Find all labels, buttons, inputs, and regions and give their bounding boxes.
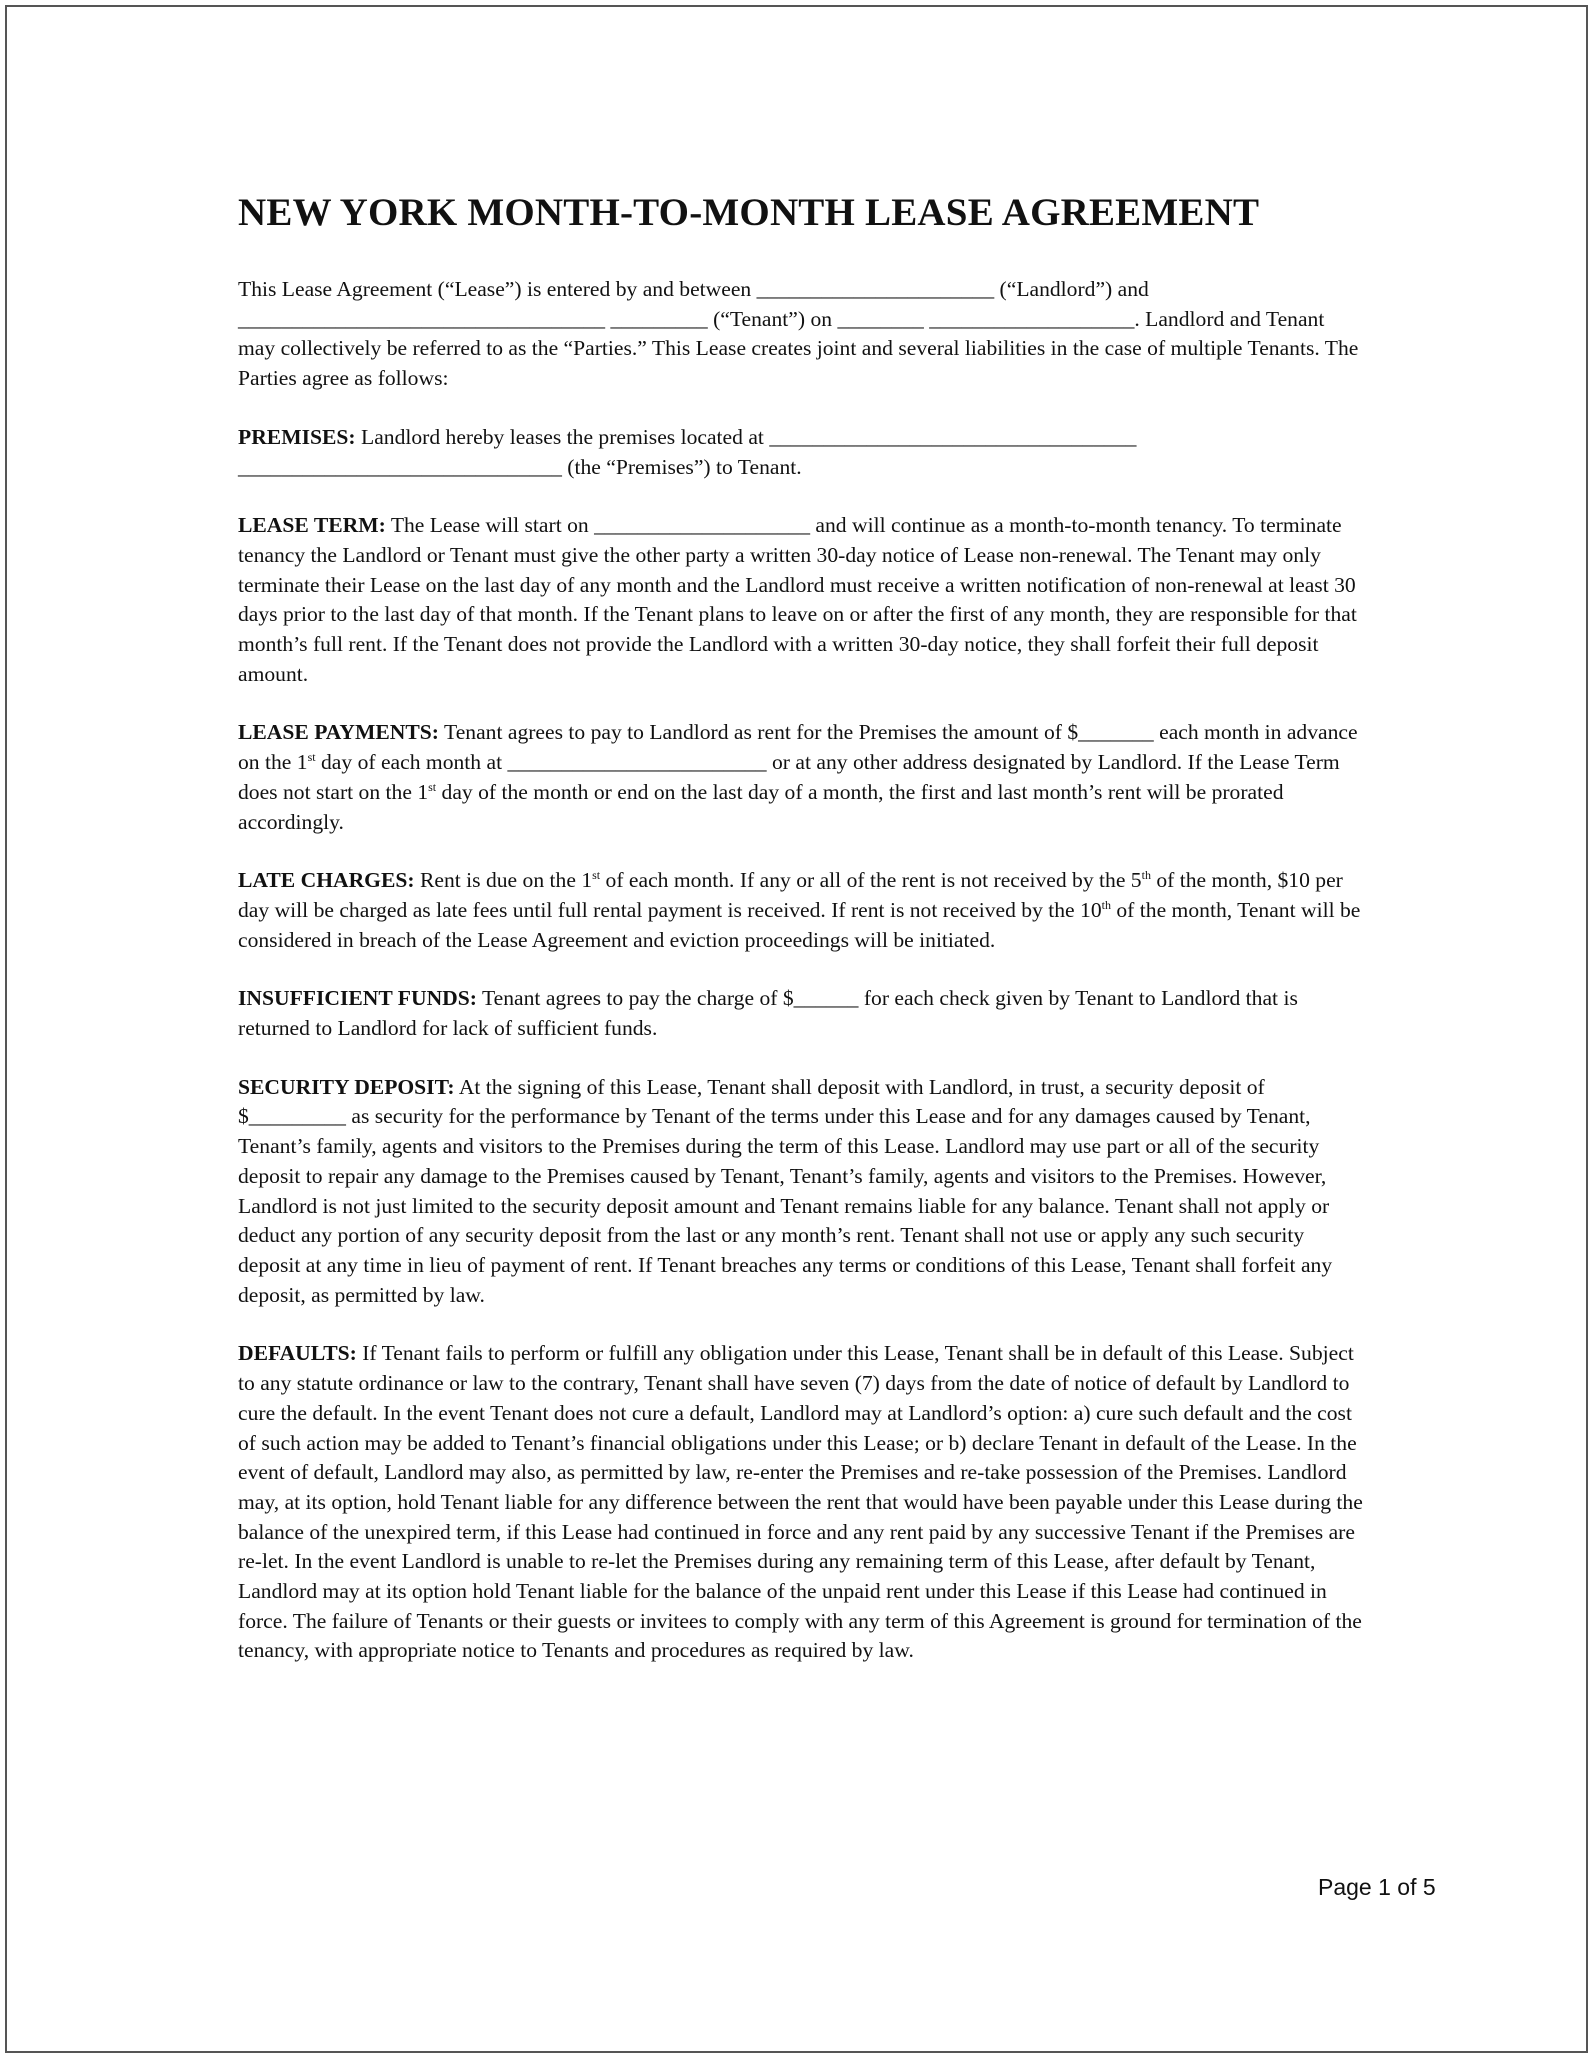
document-title: NEW YORK MONTH-TO-MONTH LEASE AGREEMENT: [238, 191, 1260, 234]
late-charges-sup-a: st: [592, 868, 601, 883]
late-charges-label: LATE CHARGES:: [238, 868, 415, 893]
late-charges-text-d: of the month, Tenant will be considered in breach of the Lease Agreement and eviction proceedings will be initiated.: [238, 897, 1361, 952]
late-charges-text-c: of the month, $10 per day will be charged as late fees until full rental payment is received. If rent is not received by the 10: [238, 868, 1343, 922]
late-charges-sup-c: th: [1101, 897, 1111, 912]
insufficient-funds-section: [238, 984, 1363, 1043]
premises-section: [238, 423, 1363, 482]
late-charges-section: [238, 866, 1363, 955]
lease-payments-sup-b: st: [428, 779, 437, 794]
page-number: Page 1 of 5: [1318, 1874, 1436, 1900]
lease-term-section: [238, 511, 1363, 689]
late-charges-text-b: of each month. If any or all of the rent is not received by the 5: [600, 868, 1142, 893]
late-charges-text-a: Rent is due on the 1: [419, 868, 593, 893]
security-deposit-text: At the signing of this Lease, Tenant shall deposit with Landlord, in trust, a security deposit of $_________ as security for the performance by Tenant of the terms under this Lease and for any damages caused by Tenant, Tenant’s family, agents and visitors to the Premises during the term of this Lease. Landlord may use part or all of the security deposit to repair any damage to the Premises caused by Tenant, Tenant’s family, agents and visitors to the Premises. However, Landlord is not just limited to the security deposit amount and Tenant remains liable for any balance. Tenant shall not apply or deduct any portion of any security deposit from the last or any month’s rent. Tenant shall not use or apply any such security deposit at any time in lieu of payment of rent. If Tenant breaches any terms or conditions of this Lease, Tenant shall forfeit any deposit, as permitted by law.: [238, 1074, 1333, 1307]
lease-payments-text-c: day of the month or end on the last day of a month, the first and last month’s rent will be prorated accordingly.: [238, 779, 1284, 834]
premises-text: Landlord hereby leases the premises located at __________________________________ ______________________________ (the “Premises”) to Tenant.: [238, 424, 1137, 479]
defaults-text: If Tenant fails to perform or fulfill any obligation under this Lease, Tenant shall be in default of this Lease. Subject to any statute ordinance or law to the contrary, Tenant shall have seven (7) days from the date of notice of default by Landlord to cure the default. In the event Tenant does not cure a default, Landlord may at Landlord’s option: a) cure such default and the cost of such action may be added to Tenant’s financial obligations under this Lease; or b) declare Tenant in default of the Lease. In the event of default, Landlord may also, as permitted by law, re-enter the Premises and re-take possession of the Premises. Landlord may, at its option, hold Tenant liable for any difference between the rent that would have been payable under this Lease during the balance of the unexpired term, if this Lease had continued in force and any rent paid by any successive Tenant if the Premises are re-let. In the event Landlord is unable to re-let the Premises during any remaining term of this Lease, after default by Tenant, Landlord may at its option hold Tenant liable for the balance of the unpaid rent under this Lease if this Lease had continued in force. The failure of Tenants or their guests or invitees to comply with any term of this Agreement is ground for termination of the tenancy, with appropriate notice to Tenants and procedures as required by law.: [238, 1341, 1363, 1663]
insufficient-funds-text: Tenant agrees to pay the charge of $______ for each check given by Tenant to Landlord that is returned to Landlord for lack of sufficient funds.: [238, 986, 1298, 1041]
defaults-section: [238, 1339, 1363, 1666]
document-page: [238, 190, 1363, 1695]
insufficient-funds-label: INSUFFICIENT FUNDS:: [238, 986, 477, 1011]
lease-payments-text-a: Tenant agrees to pay to Landlord as rent for the Premises the amount of $_______ each month in advance on the 1: [238, 720, 1358, 775]
security-deposit-label: SECURITY DEPOSIT:: [238, 1074, 455, 1099]
lease-payments-sup-a: st: [307, 749, 316, 764]
lease-payments-label: LEASE PAYMENTS:: [238, 720, 439, 745]
lease-term-label: LEASE TERM:: [238, 513, 386, 538]
lease-payments-text-b: day of each month at ________________________ or at any other address designated by Landlord. If the Lease Term does not start on the 1: [238, 750, 1340, 804]
intro-paragraph: This Lease Agreement (“Lease”) is entered by and between ______________________ (“Landlord”) and __________________________________ _________ (“Tenant”) on ________ ___________________. Landlord and Tenant may collectively be referred to as the “Parties.” This Lease creates joint and several liabilities in the case of multiple Tenants. The Parties agree as follows:: [238, 277, 1359, 391]
lease-term-text: The Lease will start on ____________________ and will continue as a month-to-month tenancy. To terminate tenancy the Landlord or Tenant must give the other party a written 30-day notice of Lease non-renewal. The Tenant may only terminate their Lease on the last day of any month and the Landlord must receive a written notification of non-renewal at least 30 days prior to the last day of that month. If the Tenant plans to leave on or after the first of any month, they are responsible for that month’s full rent. If the Tenant does not provide the Landlord with a written 30-day notice, they shall forfeit their full deposit amount.: [238, 513, 1357, 686]
security-deposit-section: [238, 1073, 1363, 1311]
premises-label: PREMISES:: [238, 424, 356, 449]
lease-payments-section: [238, 718, 1363, 837]
defaults-label: DEFAULTS:: [238, 1341, 357, 1366]
late-charges-sup-b: th: [1141, 868, 1151, 883]
